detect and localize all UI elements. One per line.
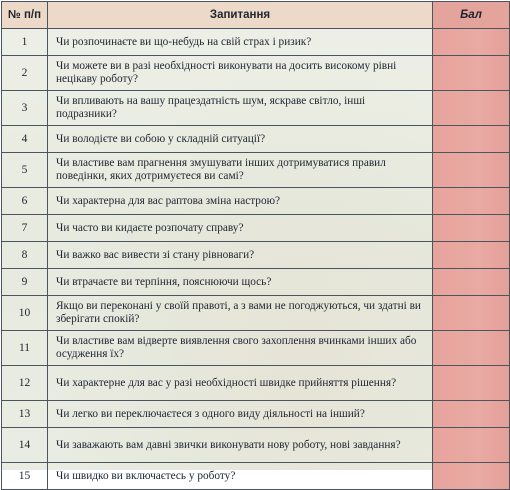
row-question: Чи важко вас вивести зі стану рівноваги?: [48, 242, 433, 269]
row-number: 9: [2, 269, 48, 296]
row-score-cell[interactable]: [433, 29, 510, 56]
row-question: Чи характерна для вас раптова зміна настрою?: [48, 188, 433, 215]
row-score-cell[interactable]: [433, 463, 510, 490]
table-row: [2, 401, 510, 428]
row-question: Чи володієте ви собою у складній ситуації?: [48, 126, 433, 153]
row-score-cell[interactable]: [433, 91, 510, 126]
row-question: Чи часто ви кидаєте розпочату справу?: [48, 215, 433, 242]
header-number: № п/п: [2, 2, 48, 29]
row-question: Чи можете ви в разі необхідності виконувати на досить високому рівні нецікаву роботу?: [48, 56, 433, 91]
table-row: [2, 428, 510, 463]
row-question: Чи характерне для вас у разі необхідності швидке прийняття рішення?: [48, 366, 433, 401]
row-question: Чи розпочинаєте ви що-небудь на свій страх і ризик?: [48, 29, 433, 56]
row-score-cell[interactable]: [433, 366, 510, 401]
table-row: [2, 331, 510, 366]
row-number: 11: [2, 331, 48, 366]
row-number: 1: [2, 29, 48, 56]
table-row: [2, 126, 510, 153]
row-number: 14: [2, 428, 48, 463]
row-number: 13: [2, 401, 48, 428]
row-question: Чи впливають на вашу працездатність шум, яскраве світло, інші подразники?: [48, 91, 433, 126]
row-number: 15: [2, 463, 48, 490]
table-row: [2, 29, 510, 56]
row-number: 7: [2, 215, 48, 242]
row-score-cell[interactable]: [433, 56, 510, 91]
row-question: Чи заважають вам давні звички виконувати нову роботу, нові завдання?: [48, 428, 433, 463]
row-number: 12: [2, 366, 48, 401]
table-row: [2, 269, 510, 296]
table-row: [2, 188, 510, 215]
row-score-cell[interactable]: [433, 428, 510, 463]
row-question: Чи властиве вам відверте виявлення свого захоплення вчинками інших або осудження їх?: [48, 331, 433, 366]
row-number: 8: [2, 242, 48, 269]
row-number: 6: [2, 188, 48, 215]
row-question: Чи втрачаєте ви терпіння, пояснюючи щось?: [48, 269, 433, 296]
header-score: Бал: [433, 2, 510, 29]
row-question: Чи легко ви переключаєтеся з одного виду діяльності на інший?: [48, 401, 433, 428]
table-row: [2, 242, 510, 269]
row-score-cell[interactable]: [433, 269, 510, 296]
table-row: [2, 153, 510, 188]
table-row: [2, 215, 510, 242]
header-row: [2, 2, 510, 29]
row-score-cell[interactable]: [433, 242, 510, 269]
row-score-cell[interactable]: [433, 188, 510, 215]
row-number: 10: [2, 296, 48, 331]
row-question: Чи властиве вам прагнення змушувати інших дотримуватися правил поведінки, яких дотримуєтеся ви самі?: [48, 153, 433, 188]
row-question: Якщо ви переконані у своїй правоті, а з вами не погоджуються, чи здатні ви зберігати спокій?: [48, 296, 433, 331]
table-row: [2, 296, 510, 331]
row-score-cell[interactable]: [433, 153, 510, 188]
row-score-cell[interactable]: [433, 126, 510, 153]
row-score-cell[interactable]: [433, 215, 510, 242]
row-question: Чи швидко ви включаєтесь у роботу?: [48, 463, 433, 490]
row-score-cell[interactable]: [433, 296, 510, 331]
row-score-cell[interactable]: [433, 401, 510, 428]
table-row: [2, 56, 510, 91]
row-number: 3: [2, 91, 48, 126]
row-number: 4: [2, 126, 48, 153]
row-score-cell[interactable]: [433, 331, 510, 366]
table-row: [2, 366, 510, 401]
questionnaire-sheet: [1, 1, 509, 482]
row-number: 5: [2, 153, 48, 188]
header-question: Запитання: [48, 2, 433, 29]
questionnaire-table: [1, 1, 510, 490]
table-row: [2, 91, 510, 126]
row-number: 2: [2, 56, 48, 91]
table-row: [2, 463, 510, 490]
